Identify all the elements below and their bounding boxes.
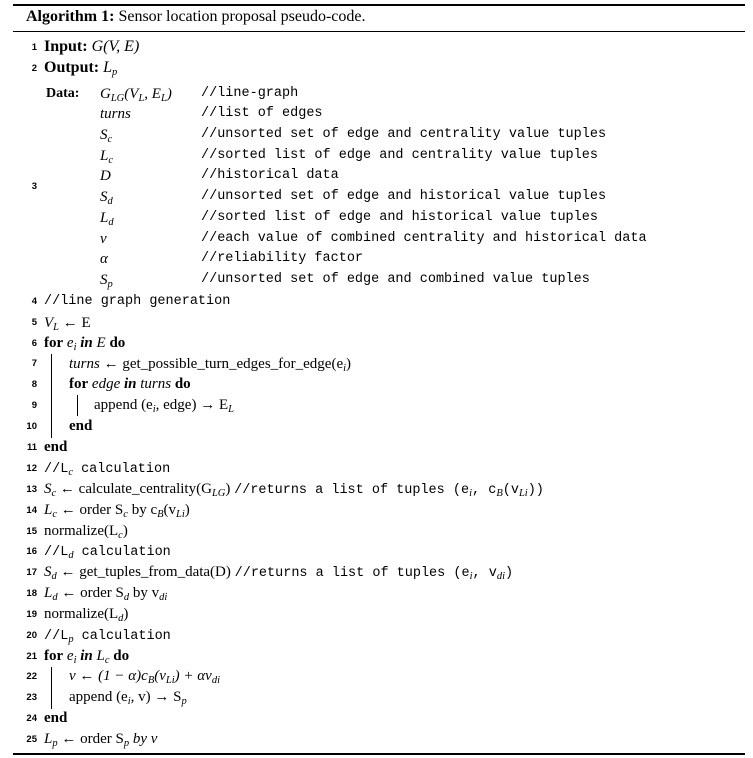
data-var: $L_c$	[100, 148, 114, 166]
code-line: $S_c$ ← $calculate\_centrality(G_{LG})$ //returns a list of tuples ($e_i$, $c_B(v_{Li})$)	[44, 481, 544, 499]
data-var: $S_p$	[100, 272, 113, 290]
line-number: 22	[26, 671, 37, 682]
line-number: 1	[31, 42, 37, 53]
block-bar	[51, 354, 52, 438]
data-var: α	[100, 251, 108, 267]
data-comment: //reliability factor	[201, 251, 364, 266]
line-number: 14	[26, 505, 37, 516]
for-line: for edge in turns do	[69, 376, 191, 392]
line-number: 2	[31, 63, 37, 74]
input-line	[44, 38, 139, 56]
comment-line: $//L_d$ calculation	[44, 545, 171, 561]
algorithm-caption	[26, 8, 366, 26]
end-keyword: end	[44, 439, 68, 455]
end-keyword: end	[44, 710, 68, 726]
bottom-rule	[13, 753, 745, 755]
comment-line: //line graph generation	[44, 294, 231, 309]
comment-line: $//L_p$ calculation	[44, 629, 171, 645]
block-bar	[51, 667, 52, 709]
data-comment: //unsorted set of edge and combined value tuples	[201, 272, 590, 287]
input-expr: G(V, E)	[91, 38, 140, 55]
line-number: 24	[26, 713, 37, 724]
line-number: 16	[26, 546, 37, 557]
data-comment: //historical data	[201, 168, 339, 183]
line-number: 4	[31, 296, 37, 307]
line-number: 25	[26, 734, 37, 745]
line-number: 7	[31, 358, 37, 369]
code-line: append ($e_i$, edge) → $E_L$	[94, 397, 234, 415]
line-number: 8	[31, 379, 37, 390]
for-line: for $e_i$ in $L_c$ do	[44, 648, 130, 666]
data-var: D	[100, 168, 111, 184]
line-number: 11	[26, 442, 37, 453]
line-number: 12	[26, 463, 37, 474]
line-number: 5	[31, 317, 37, 328]
do-keyword: do	[174, 376, 191, 392]
code-line: $S_d$ ← get_tuples_from_data(D) //returns a list of tuples ($e_i$, $v_{di}$)	[44, 564, 514, 582]
data-comment: //sorted list of edge and historical value tuples	[201, 210, 598, 225]
caption-title: Sensor location proposal pseudo-code.	[118, 8, 366, 25]
line-number: 20	[26, 630, 37, 641]
data-comment: //sorted list of edge and centrality value tuples	[201, 148, 598, 163]
data-comment: //unsorted set of edge and historical value tuples	[201, 189, 607, 204]
line-number: 9	[31, 400, 37, 411]
code-line: $L_d$ ← order $S_d$ by $v_{di}$	[44, 585, 168, 603]
in-keyword: in	[123, 376, 137, 392]
data-var: $S_c$	[100, 127, 113, 145]
in-keyword: in	[80, 335, 93, 351]
data-var: $S_d$	[100, 189, 113, 207]
data-keyword: Data:	[46, 86, 80, 101]
top-rule	[13, 4, 745, 6]
for-keyword: for	[44, 648, 64, 664]
data-var: $G_{LG}(V_L$, $E_L$)	[100, 86, 172, 104]
caption-label: Algorithm 1:	[26, 8, 115, 25]
line-number: 13	[26, 484, 37, 495]
in-keyword: in	[80, 648, 93, 664]
code-line: append ($e_i$, $v) \to S_p$	[69, 689, 187, 707]
output-line	[44, 59, 117, 82]
line-number: 21	[26, 651, 37, 662]
input-keyword: Input:	[44, 38, 88, 55]
line-number: 10	[26, 421, 37, 432]
data-comment: //each value of combined centrality and historical data	[201, 231, 647, 246]
code-line: v ← $(1 - \alpha)c_B(v_{Li}) + \alpha v_{di}$	[69, 668, 220, 686]
line-number: 15	[26, 526, 37, 537]
line-number: 17	[26, 567, 37, 578]
line-number: 3	[31, 181, 37, 192]
line-number: 6	[31, 338, 37, 349]
data-var: $L_d$	[100, 210, 114, 228]
for-keyword: for	[44, 335, 64, 351]
line-number: 19	[26, 609, 37, 620]
do-keyword: do	[113, 648, 130, 664]
output-var-sub: p	[112, 67, 118, 78]
data-comment: //unsorted set of edge and centrality value tuples	[201, 127, 607, 142]
data-comment: //line-graph	[201, 86, 299, 101]
caption-rule	[13, 31, 745, 32]
output-var: L	[103, 59, 113, 76]
do-keyword: do	[109, 335, 126, 351]
code-line: turns ← $get\_possible\_turn\_edges\_for\_edge(e_i)$	[69, 356, 352, 374]
for-line: for $e_i$ in E do	[44, 335, 126, 353]
code-line: $V_L$ ← E	[44, 315, 91, 333]
code-line: $normalize(L_c)$	[44, 523, 128, 541]
line-number: 18	[26, 588, 37, 599]
data-comment: //list of edges	[201, 106, 323, 121]
block-bar	[77, 395, 78, 416]
code-line: $L_p$ ← order $S_p$ by v	[44, 731, 158, 749]
for-keyword: for	[69, 376, 89, 392]
line-number: 23	[26, 692, 37, 703]
end-keyword: end	[69, 418, 93, 434]
code-line: $L_c$ ← order $S_c$ by $c_B(v_{Li})$	[44, 502, 190, 520]
output-keyword: Output:	[44, 59, 100, 76]
code-line: $normalize(L_d)$	[44, 606, 129, 624]
data-var: v	[100, 231, 107, 247]
data-var: turns	[100, 106, 131, 122]
comment-line: $//L_c$ calculation	[44, 462, 171, 478]
